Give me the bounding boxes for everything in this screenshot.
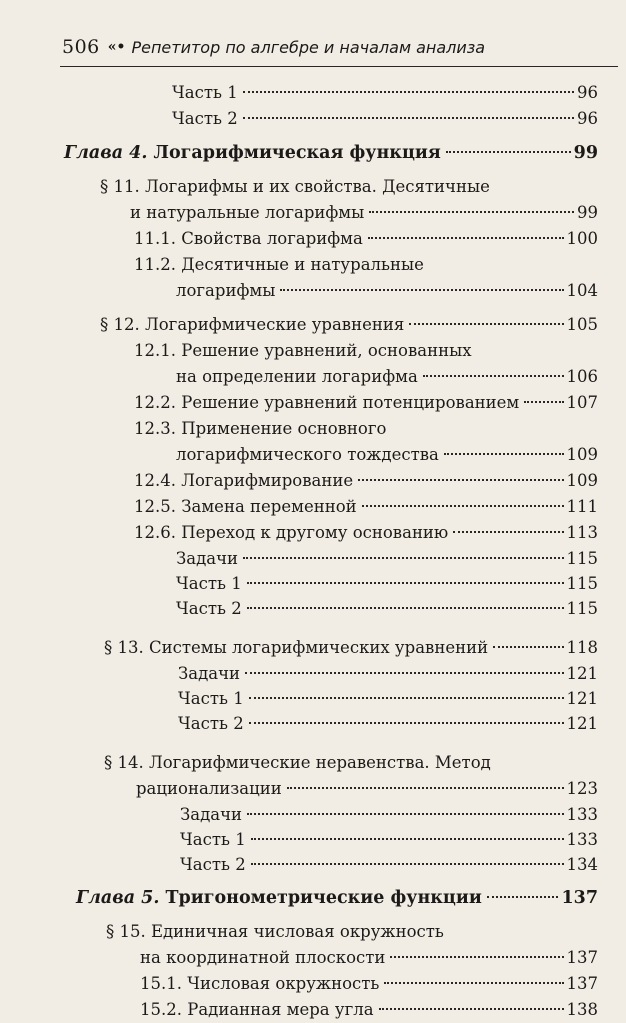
toc-label: 12.2. Решение уравнений потенцированием bbox=[134, 393, 520, 412]
toc-page: 137 bbox=[566, 948, 598, 967]
toc-entry[interactable] bbox=[0, 520, 626, 546]
toc-entry[interactable] bbox=[0, 852, 626, 877]
leader-dots bbox=[524, 401, 563, 403]
toc-label: § 15. Единичная числовая окружность bbox=[106, 922, 444, 941]
toc-entry[interactable] bbox=[0, 997, 626, 1023]
chapter-title: Глава 4. Логарифмическая функция bbox=[64, 143, 441, 163]
toc-entry[interactable] bbox=[0, 312, 626, 338]
toc-chapter[interactable] bbox=[0, 140, 626, 166]
toc-entry[interactable] bbox=[0, 635, 626, 661]
toc-label: Часть 1 bbox=[180, 830, 246, 849]
toc-page: 111 bbox=[566, 497, 598, 516]
toc-label: § 14. Логарифмические неравенства. Метод bbox=[104, 753, 491, 772]
toc-label: § 12. Логарифмические уравнения bbox=[100, 315, 405, 334]
toc-label: Часть 1 bbox=[176, 574, 242, 593]
leader-dots bbox=[243, 91, 574, 93]
running-title: Репетитор по алгебре и началам анализа bbox=[131, 38, 486, 57]
toc-label: Задачи bbox=[180, 805, 243, 824]
toc-entry-line1[interactable] bbox=[0, 416, 626, 442]
toc-page: 138 bbox=[566, 1000, 598, 1019]
leader-dots bbox=[384, 982, 563, 984]
toc-page: 107 bbox=[566, 393, 598, 412]
toc-entry[interactable] bbox=[0, 686, 626, 711]
toc-label: на определении логарифма bbox=[176, 367, 418, 386]
toc-label: 11.2. Десятичные и натуральные bbox=[134, 255, 424, 274]
leader-dots bbox=[358, 479, 563, 481]
toc-entry-line2[interactable] bbox=[0, 776, 626, 802]
leader-dots bbox=[446, 151, 571, 153]
running-header bbox=[62, 36, 606, 60]
leader-dots bbox=[487, 896, 559, 898]
toc-entry-line1[interactable] bbox=[0, 174, 626, 200]
leader-dots bbox=[247, 813, 563, 815]
toc-entry[interactable] bbox=[0, 802, 626, 827]
toc-label: § 11. Логарифмы и их свойства. Десятичные bbox=[100, 177, 490, 196]
leader-dots bbox=[379, 1008, 564, 1010]
toc-label: 12.5. Замена переменной bbox=[134, 497, 357, 516]
toc-label: 12.1. Решение уравнений, основанных bbox=[134, 341, 472, 360]
toc-entry[interactable] bbox=[0, 971, 626, 997]
toc-entry[interactable] bbox=[0, 80, 626, 106]
toc-label: Часть 2 bbox=[176, 599, 242, 618]
toc-page: 137 bbox=[566, 974, 598, 993]
chapter-title: Глава 5. Тригонометрические функции bbox=[76, 888, 482, 908]
toc-entry[interactable] bbox=[0, 596, 626, 621]
toc-label: логарифмического тождества bbox=[176, 445, 439, 464]
toc-entry[interactable] bbox=[0, 468, 626, 494]
toc-label: 15.2. Радианная мера угла bbox=[140, 1000, 374, 1019]
toc-entry[interactable] bbox=[0, 390, 626, 416]
toc-label: Часть 2 bbox=[180, 855, 246, 874]
toc-page: 115 bbox=[566, 549, 598, 568]
section-mark: «• bbox=[107, 39, 126, 55]
leader-dots bbox=[249, 697, 564, 699]
toc-entry-line2[interactable] bbox=[0, 364, 626, 390]
leader-dots bbox=[247, 607, 564, 609]
leader-dots bbox=[243, 557, 563, 559]
toc-label: Задачи bbox=[176, 549, 239, 568]
toc-entry-line1[interactable] bbox=[0, 252, 626, 278]
toc-entry-line1[interactable] bbox=[0, 919, 626, 945]
toc-page: 104 bbox=[566, 281, 598, 300]
leader-dots bbox=[453, 531, 563, 533]
toc-page: 113 bbox=[566, 523, 598, 542]
toc-page: 133 bbox=[566, 805, 598, 824]
toc-page: 96 bbox=[577, 83, 598, 102]
toc-label: рационализации bbox=[136, 779, 282, 798]
toc-page: 115 bbox=[566, 599, 598, 618]
leader-dots bbox=[243, 117, 574, 119]
toc-entry[interactable] bbox=[0, 546, 626, 571]
toc-page: 99 bbox=[573, 143, 598, 163]
toc-page: 137 bbox=[561, 888, 598, 908]
toc-entry-line2[interactable] bbox=[0, 945, 626, 971]
toc-entry[interactable] bbox=[0, 494, 626, 520]
table-of-contents bbox=[0, 80, 626, 1023]
leader-dots bbox=[368, 237, 564, 239]
toc-label: на координатной плоскости bbox=[140, 948, 386, 967]
toc-entry[interactable] bbox=[0, 711, 626, 736]
toc-label: 12.3. Применение основного bbox=[134, 419, 387, 438]
leader-dots bbox=[423, 375, 564, 377]
toc-page: 121 bbox=[566, 714, 598, 733]
toc-entry-line1[interactable] bbox=[0, 338, 626, 364]
toc-page: 118 bbox=[566, 638, 598, 657]
leader-dots bbox=[251, 838, 564, 840]
toc-entry[interactable] bbox=[0, 226, 626, 252]
toc-label: 12.4. Логарифмирование bbox=[134, 471, 354, 490]
toc-page: 99 bbox=[577, 203, 598, 222]
toc-entry[interactable] bbox=[0, 106, 626, 132]
toc-label: Часть 1 bbox=[178, 689, 244, 708]
leader-dots bbox=[409, 323, 563, 325]
toc-page: 96 bbox=[577, 109, 598, 128]
toc-page: 109 bbox=[566, 471, 598, 490]
leader-dots bbox=[444, 453, 564, 455]
toc-page: 134 bbox=[566, 855, 598, 874]
toc-page: 100 bbox=[566, 229, 598, 248]
toc-page: 109 bbox=[566, 445, 598, 464]
toc-label: 12.6. Переход к другому основанию bbox=[134, 523, 449, 542]
toc-label: § 13. Системы логарифмических уравнений bbox=[104, 638, 489, 657]
toc-label: и натуральные логарифмы bbox=[130, 203, 365, 222]
leader-dots bbox=[249, 722, 564, 724]
toc-chapter[interactable] bbox=[0, 885, 626, 911]
leader-dots bbox=[245, 672, 563, 674]
toc-label: 11.1. Свойства логарифма bbox=[134, 229, 363, 248]
leader-dots bbox=[362, 505, 564, 507]
toc-entry-line2[interactable] bbox=[0, 278, 626, 304]
toc-label: Часть 1 bbox=[172, 83, 238, 102]
toc-entry-line1[interactable] bbox=[0, 750, 626, 776]
leader-dots bbox=[247, 582, 564, 584]
toc-page: 121 bbox=[566, 664, 598, 683]
toc-page: 123 bbox=[566, 779, 598, 798]
leader-dots bbox=[280, 289, 563, 291]
leader-dots bbox=[369, 211, 574, 213]
toc-label: Часть 2 bbox=[178, 714, 244, 733]
toc-page: 133 bbox=[566, 830, 598, 849]
toc-page: 121 bbox=[566, 689, 598, 708]
toc-page: 115 bbox=[566, 574, 598, 593]
page-number: 506 bbox=[62, 36, 100, 58]
toc-entry[interactable] bbox=[0, 827, 626, 852]
leader-dots bbox=[493, 646, 563, 648]
leader-dots bbox=[287, 787, 564, 789]
toc-entry[interactable] bbox=[0, 661, 626, 686]
toc-entry-line2[interactable] bbox=[0, 200, 626, 226]
toc-label: логарифмы bbox=[176, 281, 276, 300]
toc-entry-line2[interactable] bbox=[0, 442, 626, 468]
toc-page: 106 bbox=[566, 367, 598, 386]
leader-dots bbox=[390, 956, 563, 958]
toc-label: 15.1. Числовая окружность bbox=[140, 974, 380, 993]
toc-page: 105 bbox=[566, 315, 598, 334]
toc-entry[interactable] bbox=[0, 571, 626, 596]
toc-label: Часть 2 bbox=[172, 109, 238, 128]
toc-label: Задачи bbox=[178, 664, 241, 683]
header-rule bbox=[60, 66, 618, 67]
leader-dots bbox=[251, 863, 564, 865]
